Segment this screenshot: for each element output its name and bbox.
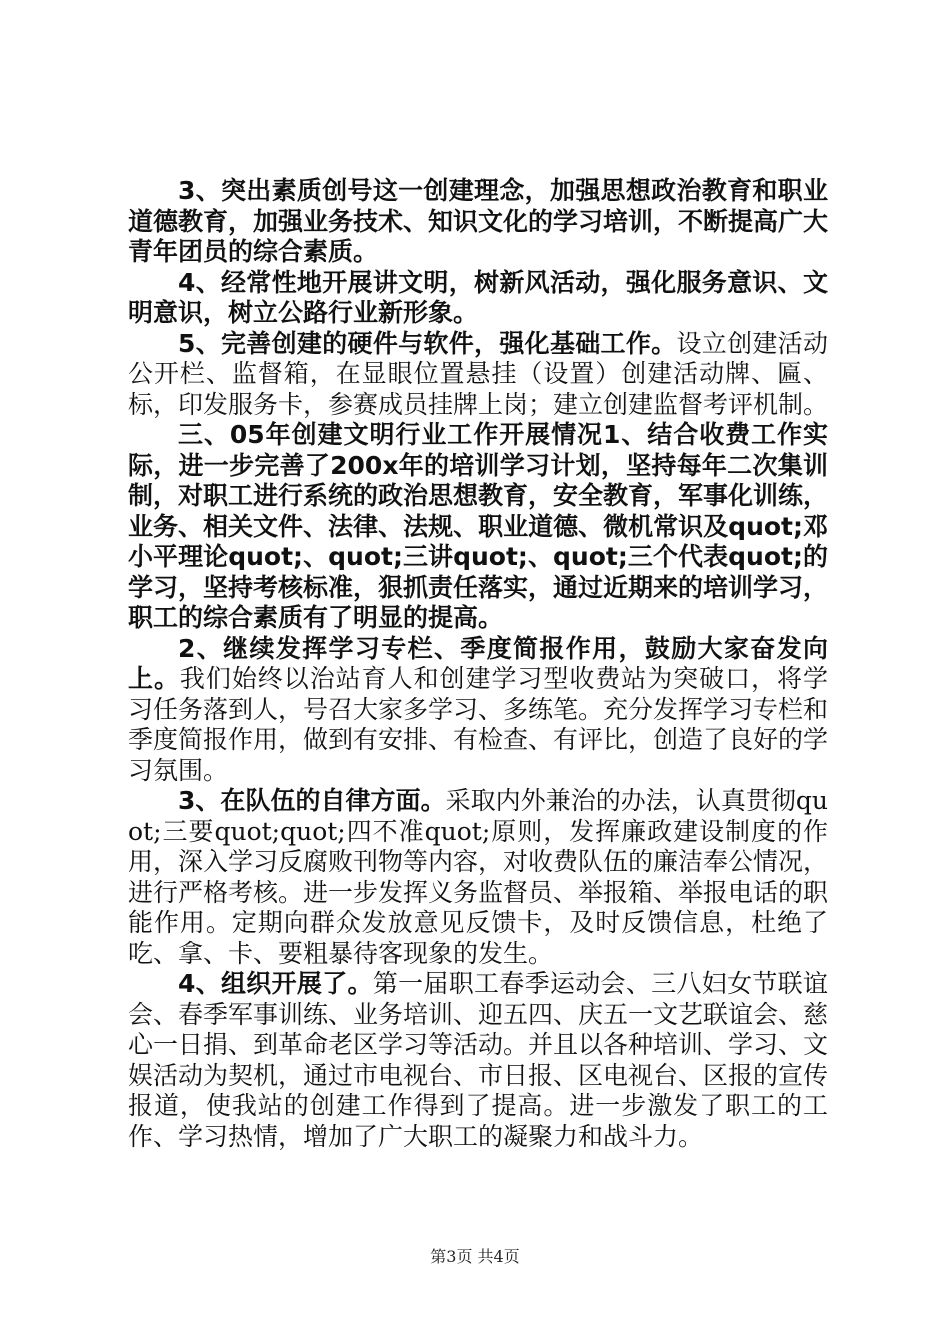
paragraph-text: 设立创建活动公开栏、监督箱，在显眼位置悬挂（设置）创建活动牌、匾、标，印发服务卡，参赛成员挂牌上岗；建立创建监督考评机制。	[128, 328, 829, 419]
paragraph-4	[128, 420, 828, 634]
paragraph-heading: 三、05年创建文明行业工作开展情况1、结合收费工作实际，进一步完善了200x年的培训学习计划，坚持每年二次集训制，对职工进行系统的政治思想教育，安全教育，军事化训练，业务、相关文件、法律、法规、职业道德、微机常识及quot;邓小平理论quot;、quot;三讲quot;、quot;三个代表quot;的学习，坚持考核标准，狠抓责任落实，通过近期来的培训学习，职工的综合素质有了明显的提高。	[128, 420, 829, 632]
paragraph-1	[128, 176, 828, 268]
document-body	[128, 176, 828, 1152]
paragraph-text: 我们始终以治站育人和创建学习型收费站为突破口，将学习任务落到人，号召大家多学习、多练笔。充分发挥学习专栏和季度简报作用，做到有安排、有检查、有评比，创造了良好的学习氛围。	[128, 664, 829, 785]
paragraph-6	[128, 786, 828, 969]
paragraph-text: 采取内外兼治的办法，认真贯彻quot;三要quot;quot;四不准quot;原则，发挥廉政建设制度的作用，深入学习反腐败刊物等内容，对收费队伍的廉洁奉公情况，进行严格考核。进一步发挥义务监督员、举报箱、举报电话的职能作用。定期向群众发放意见反馈卡，及时反馈信息，杜绝了吃、拿、卡、要粗暴待客现象的发生。	[128, 786, 829, 968]
paragraph-3	[128, 329, 828, 421]
paragraph-5	[128, 634, 828, 787]
paragraph-heading: 4、经常性地开展讲文明，树新风活动，强化服务意识、文明意识，树立公路行业新形象。	[128, 267, 828, 327]
paragraph-2	[128, 268, 828, 329]
paragraph-heading: 3、在队伍的自律方面。	[178, 786, 446, 815]
paragraph-heading: 2、继续发挥学习专栏、季度简报作用，鼓励大家奋发向上。	[128, 633, 828, 693]
paragraph-heading: 5、完善创建的硬件与软件，强化基础工作。	[178, 328, 677, 358]
paragraph-heading: 3、突出素质创号这一创建理念，加强思想政治教育和职业道德教育，加强业务技术、知识文化的学习培训，不断提高广大青年团员的综合素质。	[128, 176, 829, 266]
paragraph-7	[128, 969, 828, 1152]
page-number-footer: 第3页 共4页	[430, 1247, 520, 1266]
paragraph-text: 第一届职工春季运动会、三八妇女节联谊会、春季军事训练、业务培训、迎五四、庆五一文艺联谊会、慈心一日捐、到革命老区学习等活动。并且以各种培训、学习、文娱活动为契机，通过市电视台、市日报、区电视台、区报的宣传报道，使我站的创建工作得到了提高。进一步激发了职工的工作、学习热情，增加了广大职工的凝聚力和战斗力。	[128, 969, 829, 1151]
paragraph-heading: 4、组织开展了。	[178, 969, 373, 998]
